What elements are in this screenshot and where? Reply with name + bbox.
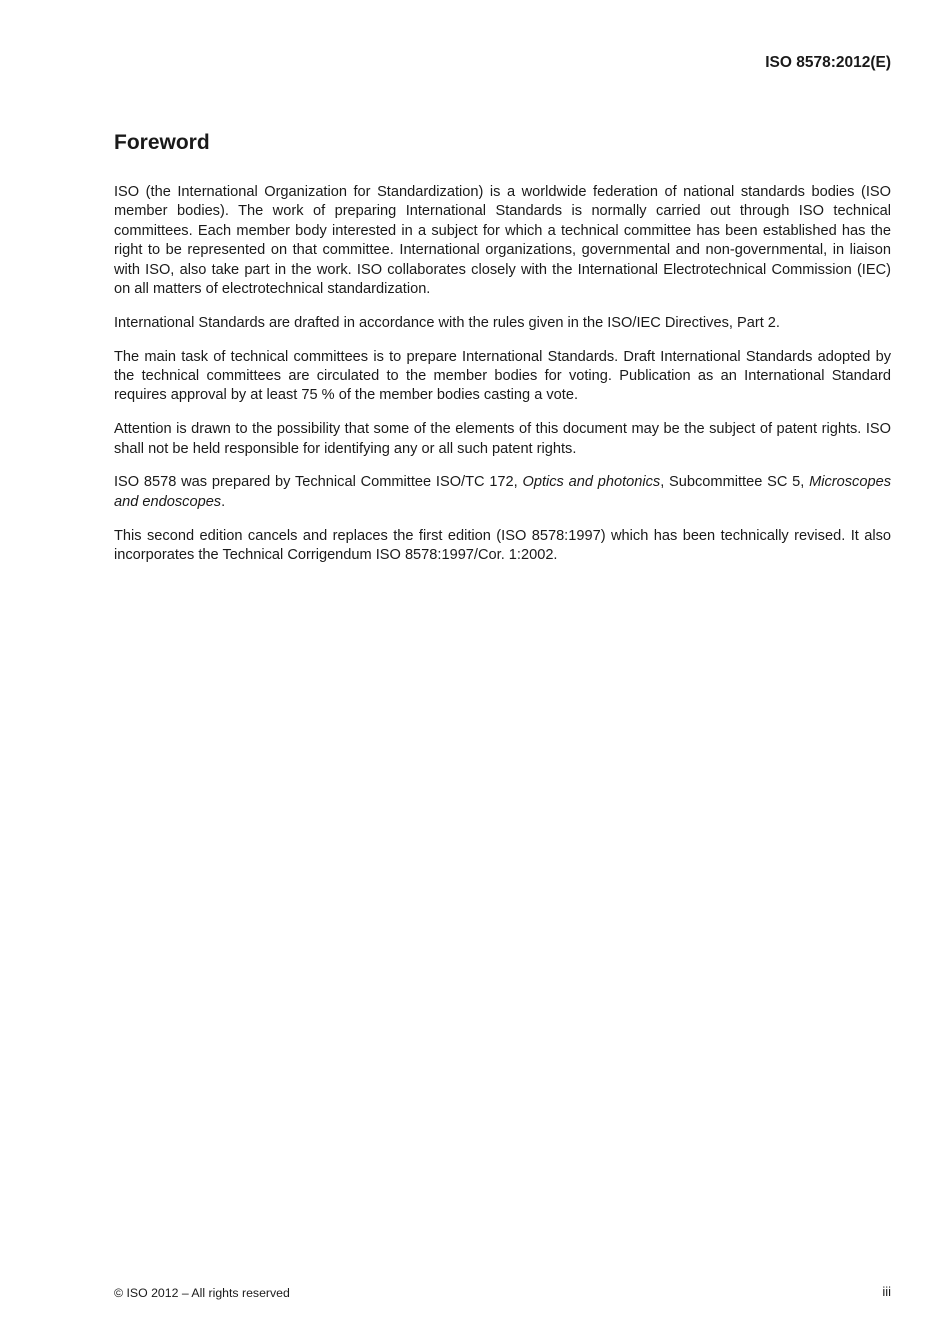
paragraph-patent-notice: Attention is drawn to the possibility that some of the elements of this document may be the subject of patent rights. ISO shall not be held responsible for identifying any or all such patent rights. <box>114 421 891 457</box>
paragraph-preparation <box>114 473 891 512</box>
foreword-body <box>114 183 891 580</box>
preparation-text-3: . <box>221 493 226 510</box>
committee-title: Optics and photonics <box>522 474 661 491</box>
page-number: iii <box>882 1284 891 1299</box>
preparation-text-2: , Subcommittee SC 5, <box>660 474 810 491</box>
paragraph-edition-note: This second edition cancels and replaces the first edition (ISO 8578:1997) which has been technically revised. It also incorporates the Technical Corrigendum ISO 8578:1997/Cor. 1:2002. <box>114 527 891 564</box>
paragraph-drafting-rules: International Standards are drafted in accordance with the rules given in the ISO/IEC Directives, Part 2. <box>114 314 780 331</box>
page-title: Foreword <box>114 131 210 154</box>
copyright-notice: © ISO 2012 – All rights reserved <box>114 1286 290 1300</box>
document-id: ISO 8578:2012(E) <box>765 54 891 71</box>
preparation-text-1: ISO 8578 was prepared by Technical Committee ISO/TC 172, <box>114 474 523 491</box>
paragraph-iso-description: ISO (the International Organization for Standardization) is a worldwide federation of national standards bodies (ISO member bodies). The work of preparing International Standards is normally carried out through ISO technical committees. Each member body interested in a subject for which a technical committee has been established has the right to be represented on that committee. International organizations, governmental and non-governmental, in liaison with ISO, also take part in the work. ISO collaborates closely with the International Electrotechnical Commission (IEC) on all matters of electrotechnical standardization. <box>114 184 891 298</box>
subcommittee-title: Microscopes and endoscopes <box>114 474 891 510</box>
paragraph-committee-task: The main task of technical committees is to prepare International Standards. Draft International Standards adopted by the technical committees are circulated to the member bodies for voting. Publication as an International Standard requires approval by at least 75 % of the member bodies casting a vote. <box>114 348 891 404</box>
